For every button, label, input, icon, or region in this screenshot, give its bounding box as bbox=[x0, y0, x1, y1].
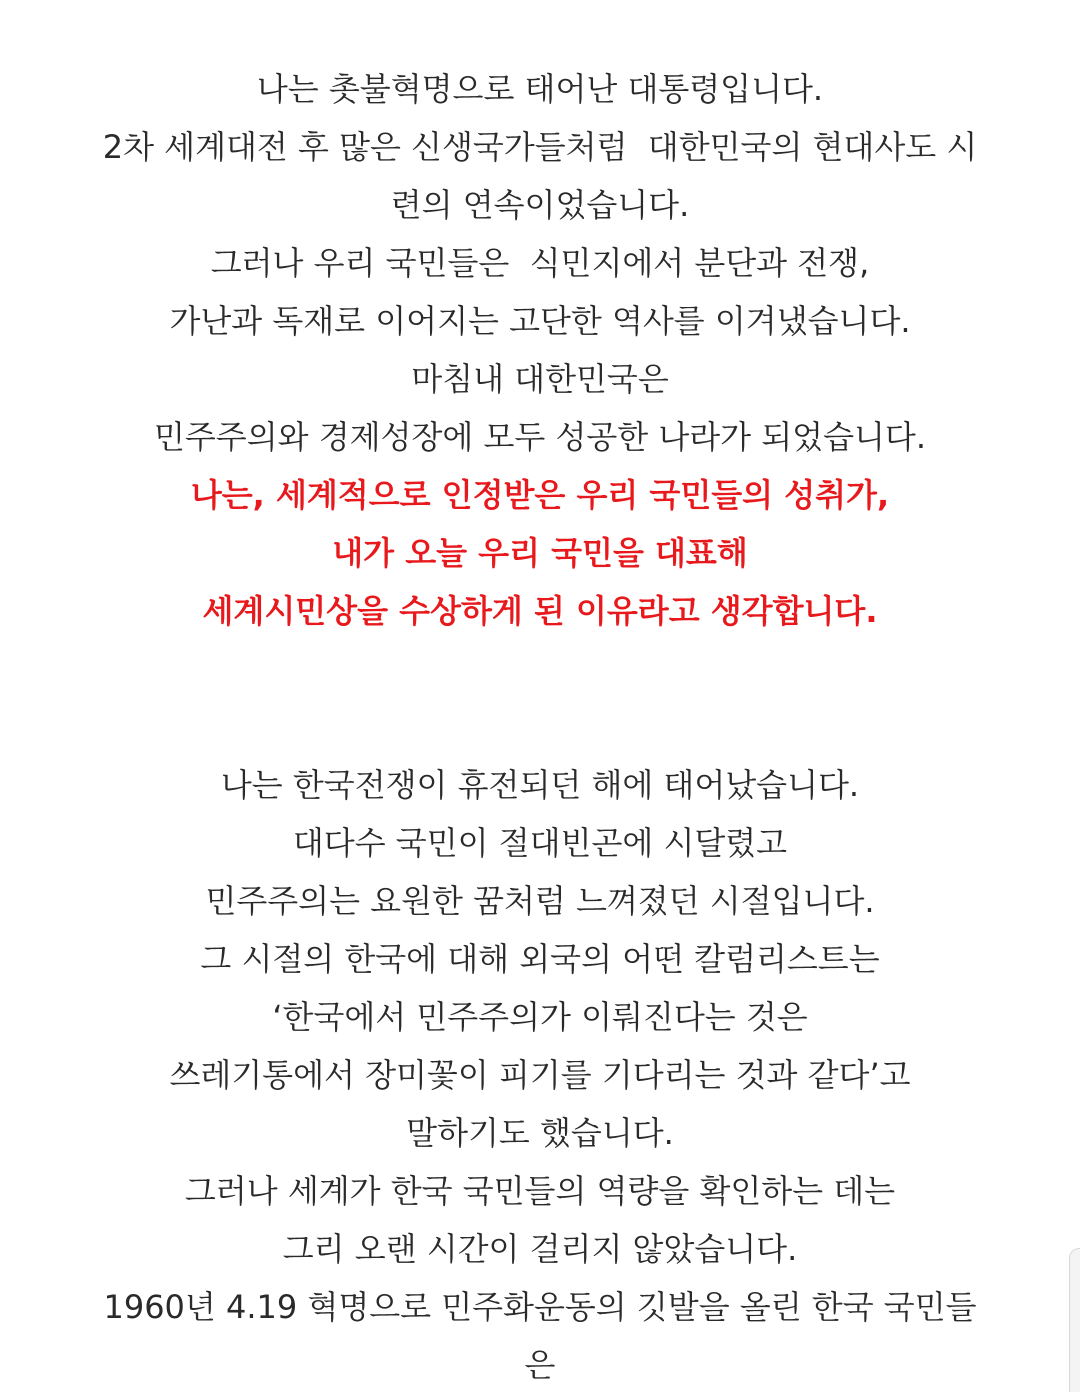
text-line: 그리 오랜 시간이 걸리지 않았습니다. bbox=[282, 1230, 798, 1268]
text-line: 마침내 대한민국은 bbox=[411, 360, 669, 398]
highlight-line: 내가 오늘 우리 국민을 대표해 bbox=[332, 534, 748, 572]
text-line: 나는 한국전쟁이 휴전되던 해에 태어났습니다. bbox=[220, 766, 860, 804]
text-line: 민주주의는 요원한 꿈처럼 느껴졌던 시절입니다. bbox=[205, 882, 875, 920]
text-line: 그 시절의 한국에 대해 외국의 어떤 칼럼리스트는 bbox=[200, 940, 880, 978]
highlight-line: 나는, 세계적으로 인정받은 우리 국민들의 성취가, bbox=[190, 476, 890, 514]
text-line: 대다수 국민이 절대빈곤에 시달렸고 bbox=[292, 824, 788, 862]
text-line: ‘한국에서 민주주의가 이뤄진다는 것은 bbox=[272, 998, 808, 1036]
text-line: 말하기도 했습니다. bbox=[406, 1114, 674, 1152]
text-line: 나는 촛불혁명으로 태어난 대통령입니다. bbox=[256, 70, 824, 108]
scrollbar-thumb[interactable] bbox=[1069, 1248, 1080, 1392]
paragraph-2 bbox=[40, 756, 1040, 1394]
text-line: 1960년 4.19 혁명으로 민주화운동의 깃발을 올린 한국 국민들 bbox=[103, 1288, 977, 1326]
text-line: 2차 세계대전 후 많은 신생국가들처럼 대한민국의 현대사도 시 bbox=[102, 128, 978, 166]
text-line: 련의 연속이었습니다. bbox=[390, 186, 690, 224]
highlight-line: 세계시민상을 수상하게 된 이유라고 생각합니다. bbox=[202, 592, 878, 630]
paragraph-1 bbox=[40, 60, 1040, 640]
text-line: 쓰레기통에서 장미꽃이 피기를 기다리는 것과 같다’고 bbox=[169, 1056, 911, 1094]
text-line: 은 bbox=[524, 1346, 556, 1384]
text-line: 그러나 우리 국민들은 식민지에서 분단과 전쟁, bbox=[210, 244, 870, 282]
text-line: 그러나 세계가 한국 국민들의 역량을 확인하는 데는 bbox=[184, 1172, 896, 1210]
paragraph-gap bbox=[40, 640, 1040, 756]
speech-text bbox=[40, 60, 1040, 1394]
text-line: 가난과 독재로 이어지는 고단한 역사를 이겨냈습니다. bbox=[169, 302, 911, 340]
text-line: 민주주의와 경제성장에 모두 성공한 나라가 되었습니다. bbox=[153, 418, 926, 456]
